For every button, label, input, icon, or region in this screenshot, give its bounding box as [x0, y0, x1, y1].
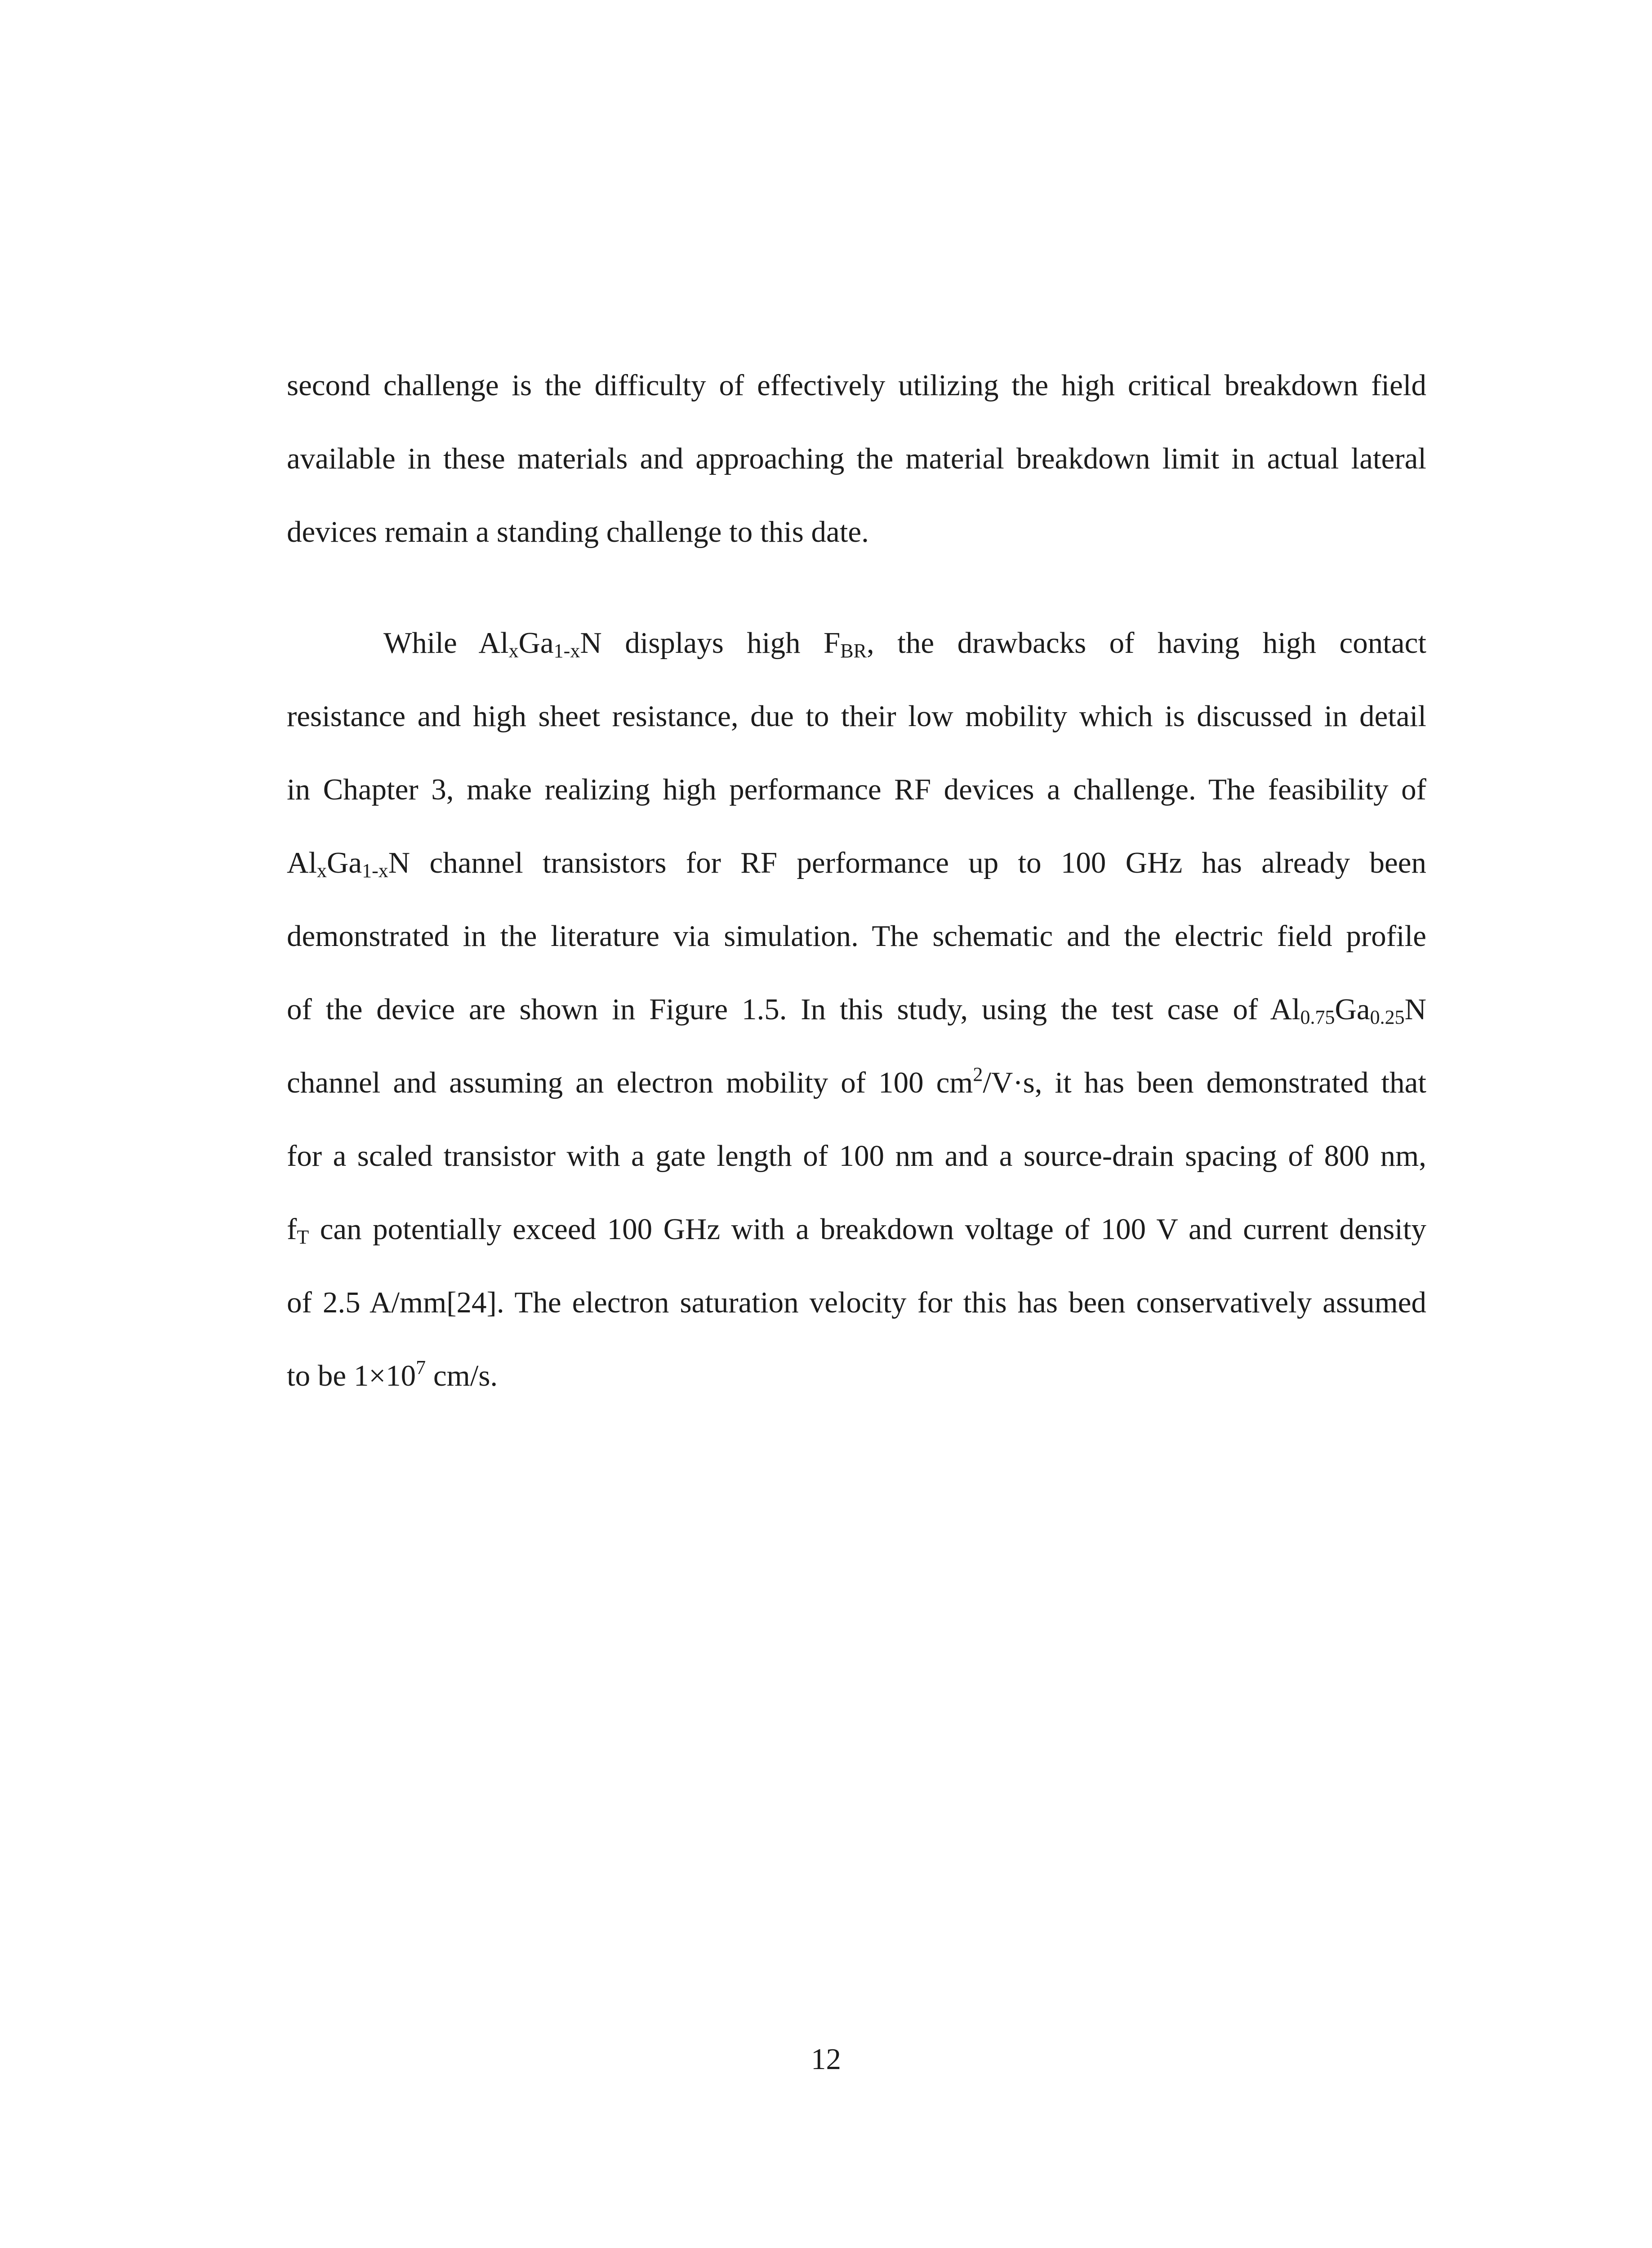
text-line: of 2.5 A/mm[24]. The electron saturation velocity for this has been conservatively assumed: [287, 1286, 1426, 1319]
text-line: channel and assuming an electron mobility of 100 $cm^2/V\cdot s$, it has been demonstrated that: [287, 1063, 1426, 1099]
text-line: available in these materials and approaching the material breakdown limit in actual lateral: [287, 442, 1426, 475]
text-line: devices remain a standing challenge to this date.: [287, 515, 869, 549]
text-line: to be $1\times 10^7$ cm/s.: [287, 1356, 498, 1392]
text-line: $Al_xGa_{1-x}N$ channel transistors for RF performance up to 100 GHz has already been: [287, 846, 1426, 882]
paragraph-alxga1xn: [287, 607, 1426, 1413]
text-line: resistance and high sheet resistance, due to their low mobility which is discussed in detail: [287, 700, 1426, 733]
text-line: While $Al_xGa_{1-x}N$ displays high $F_{BR}$, the drawbacks of having high contact: [383, 626, 1426, 662]
text-line: for a scaled transistor with a gate length of 100 nm and a source-drain spacing of 800 nm,: [287, 1139, 1426, 1173]
paragraph-continuation: [287, 349, 1426, 569]
text-line: in Chapter 3, make realizing high performance RF devices a challenge. The feasibility of: [287, 773, 1426, 806]
text-line: of the device are shown in Figure 1.5. In this study, using the test case of $Al_{0.75}Ga_{0.25}N$: [287, 993, 1426, 1028]
page-number: 12: [811, 2043, 841, 2076]
text-line: $f_T$ can potentially exceed 100 GHz with a breakdown voltage of 100 V and current density: [287, 1213, 1426, 1248]
text-line: second challenge is the difficulty of effectively utilizing the high critical breakdown field: [287, 369, 1426, 402]
text-line: demonstrated in the literature via simulation. The schematic and the electric field profile: [287, 919, 1426, 953]
